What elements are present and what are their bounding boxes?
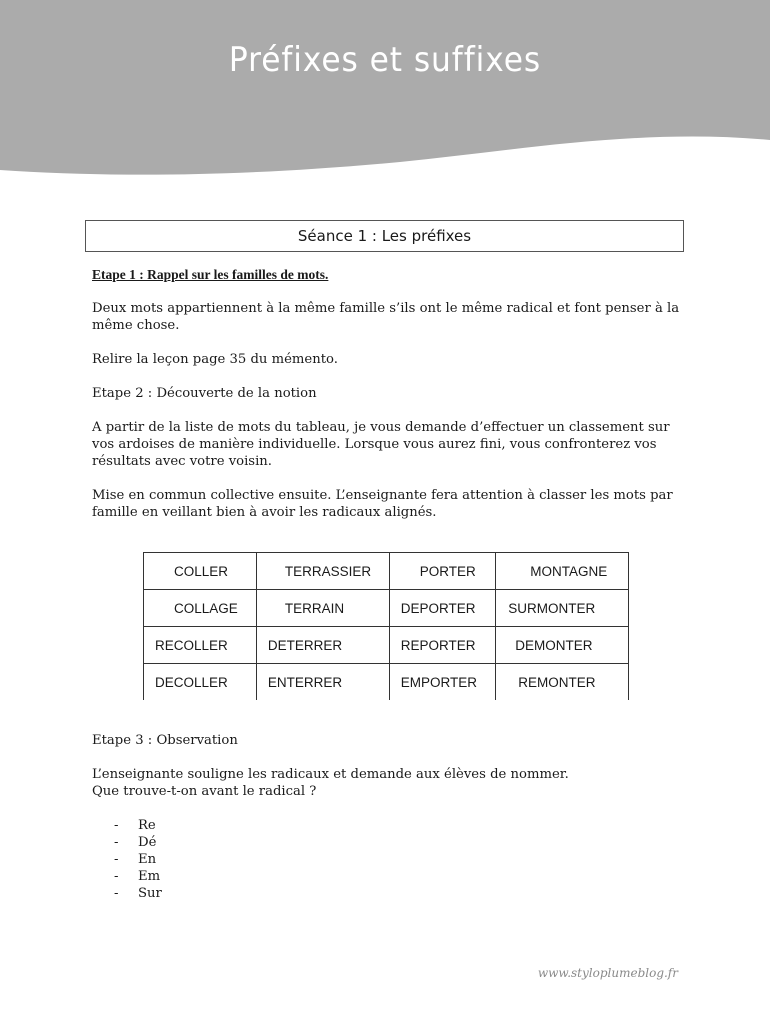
prefix-label: Sur — [138, 886, 162, 901]
instructions-paragraph: A partir de la liste de mots du tableau, je vous demande d’effectuer un classement sur vos ardoises de manière individuelle. Lorsque vous aurez fini, vous confronterez vos résultats avec votre voisin. — [92, 420, 670, 469]
session-title: Séance 1 : Les préfixes — [297, 227, 472, 245]
table-cell: SURMONTER — [496, 590, 629, 627]
table-cell: REMONTER — [496, 664, 629, 701]
step1-title: Etape 1 : Rappel sur les familles de mots. — [92, 267, 329, 282]
session-title-box — [85, 220, 684, 252]
prefix-label: En — [138, 852, 157, 867]
lesson-body — [92, 266, 682, 538]
table-cell: EMPORTER — [389, 664, 496, 701]
observation-line-2: Que trouve-t-on avant le radical ? — [92, 784, 317, 799]
table-cell: REPORTER — [389, 627, 496, 664]
table-cell: TERRAIN — [256, 590, 389, 627]
prefix-label: Em — [138, 869, 161, 884]
prefix-label: Re — [138, 818, 156, 833]
table-cell: MONTAGNE — [496, 553, 629, 590]
prefix-list — [92, 817, 682, 902]
observation-text — [92, 766, 682, 800]
table-cell: TERRASSIER — [256, 553, 389, 590]
header-banner — [0, 0, 770, 200]
list-item: - Em — [114, 869, 161, 884]
observation-line-1: L’enseignante souligne les radicaux et demande aux élèves de nommer. — [92, 767, 569, 782]
list-item: - En — [114, 852, 157, 867]
word-table — [143, 552, 629, 700]
list-item: - Dé — [114, 835, 157, 850]
table-cell: DEPORTER — [389, 590, 496, 627]
step3-title: Etape 3 : Observation — [92, 733, 238, 748]
table-row — [144, 553, 629, 590]
table-row — [144, 627, 629, 664]
list-item: - Re — [114, 818, 156, 833]
page-title: Préfixes et suffixes — [228, 40, 542, 80]
word-table-container — [143, 552, 629, 696]
table-cell: PORTER — [389, 553, 496, 590]
table-cell: COLLER — [144, 553, 257, 590]
list-item: - Sur — [114, 886, 162, 901]
step2-title: Etape 2 : Découverte de la notion — [92, 386, 317, 401]
definition-paragraph: Deux mots appartiennent à la même famille s’ils ont le même radical et font penser à la même chose. — [92, 301, 680, 333]
banner-wave-shape — [0, 0, 770, 200]
table-cell: COLLAGE — [144, 590, 257, 627]
table-cell: RECOLLER — [144, 627, 257, 664]
table-row — [144, 664, 629, 701]
table-cell: ENTERRER — [256, 664, 389, 701]
table-cell: DETERRER — [256, 627, 389, 664]
table-cell: DEMONTER — [496, 627, 629, 664]
table-cell: DECOLLER — [144, 664, 257, 701]
table-row — [144, 590, 629, 627]
footer-website: www.styloplumeblog.fr — [537, 966, 678, 980]
prefix-label: Dé — [138, 835, 157, 850]
reread-paragraph: Relire la leçon page 35 du mémento. — [92, 352, 338, 367]
collective-paragraph: Mise en commun collective ensuite. L’enseignante fera attention à classer les mots par famille en veillant bien à avoir les radicaux alignés. — [92, 488, 673, 520]
observation-section — [92, 732, 682, 902]
